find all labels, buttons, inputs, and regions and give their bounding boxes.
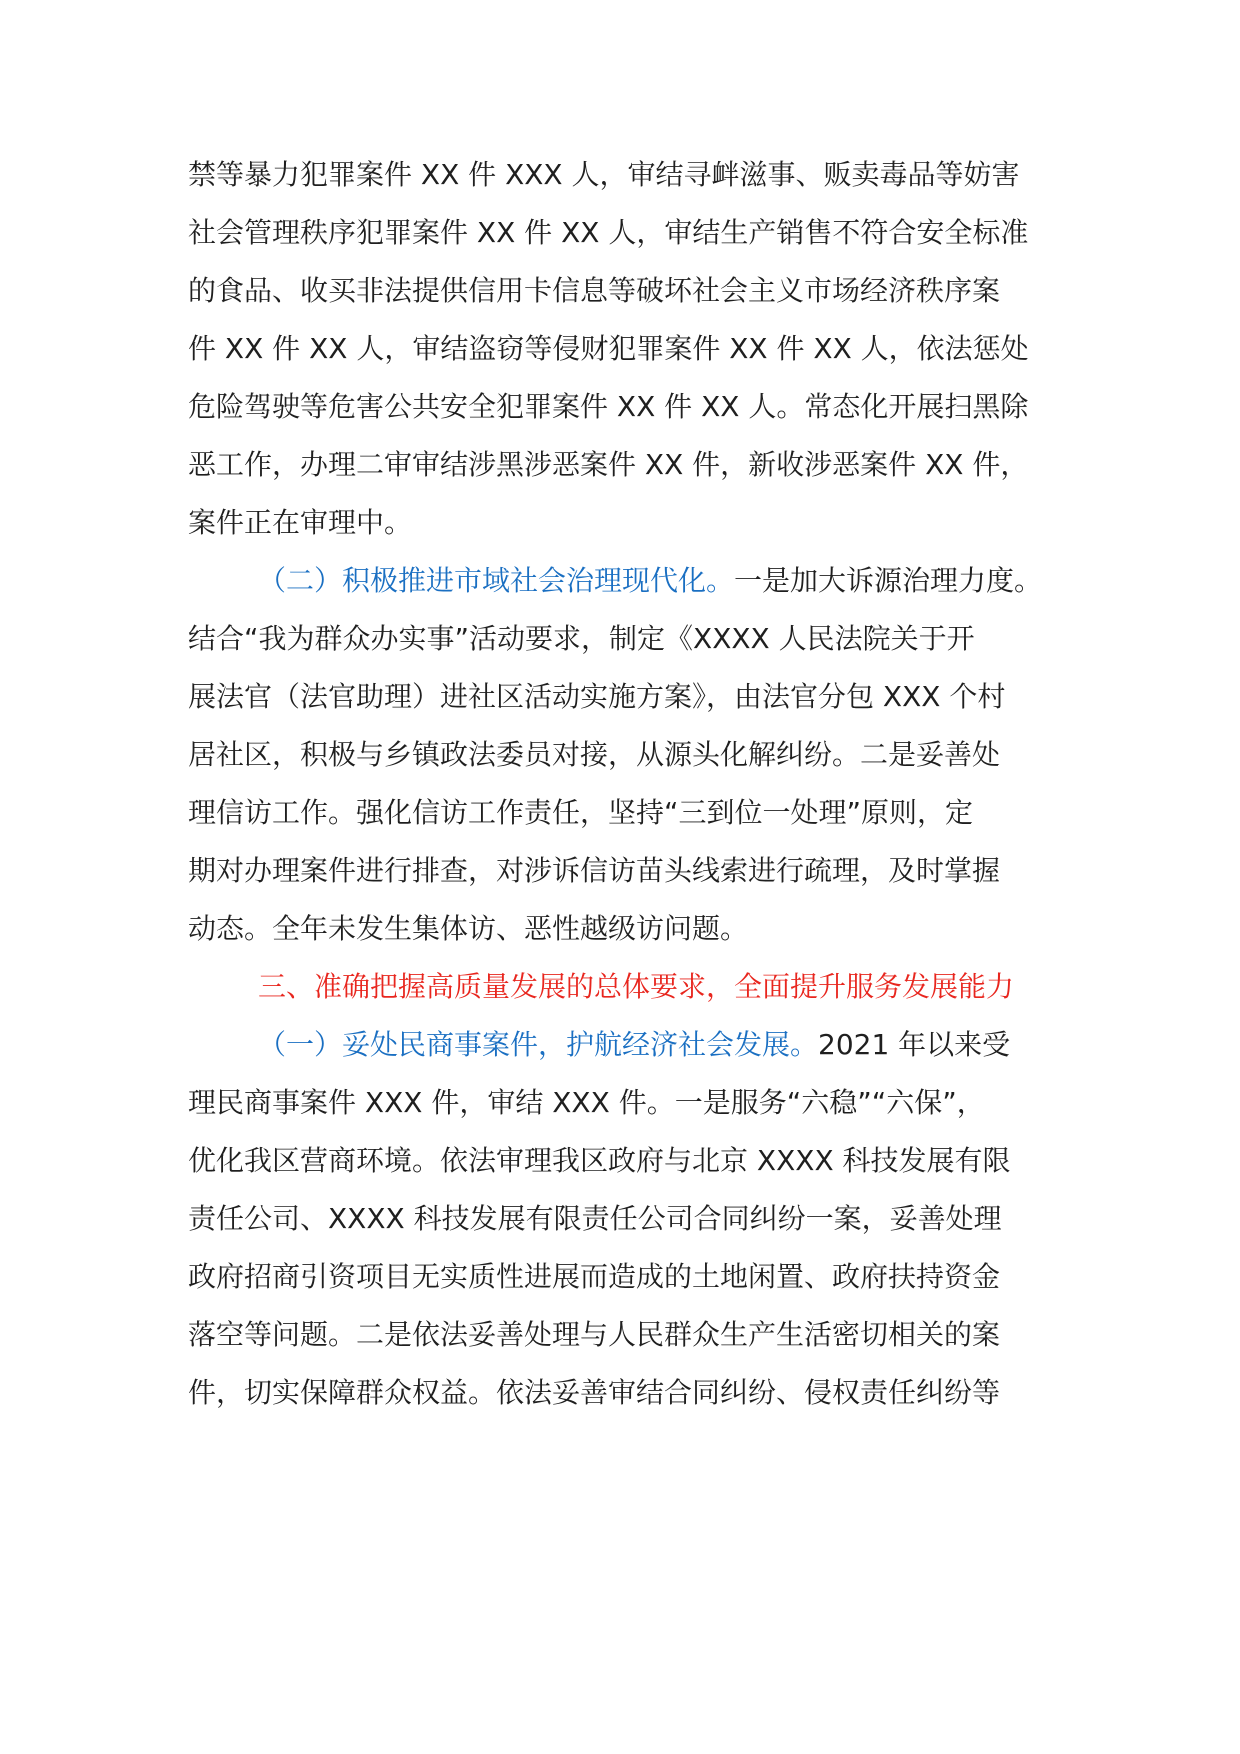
body-line: 责任公司、XXXX 科技发展有限责任公司合同纠纷一案，妥善处理 bbox=[188, 1202, 1002, 1235]
body-line: 理信访工作。强化信访工作责任，坚持“三到位一处理”原则，定 bbox=[188, 796, 974, 829]
body-line: 件，切实保障群众权益。依法妥善审结合同纠纷、侵权责任纠纷等 bbox=[188, 1376, 1001, 1409]
body-line: 的食品、收买非法提供信用卡信息等破坏社会主义市场经济秩序案 bbox=[188, 274, 1001, 307]
body-line: 社会管理秩序犯罪案件 XX 件 XX 人，审结生产销售不符合安全标准 bbox=[188, 216, 1029, 249]
body-line: 结合“我为群众办实事”活动要求，制定《XXXX 人民法院关于开 bbox=[188, 622, 975, 655]
body-line: 动态。全年未发生集体访、恶性越级访问题。 bbox=[188, 912, 749, 945]
subsection-heading: （二）积极推进市域社会治理现代化。 bbox=[258, 564, 735, 597]
body-line: 危险驾驶等危害公共安全犯罪案件 XX 件 XX 人。常态化开展扫黑除 bbox=[188, 390, 1029, 423]
heading-continuation: 一是加大诉源治理力度。 bbox=[734, 564, 1043, 597]
body-line: 期对办理案件进行排查，对涉诉信访苗头线索进行疏理，及时掌握 bbox=[188, 854, 1001, 887]
body-line: 理民商事案件 XXX 件，审结 XXX 件。一是服务“六稳”“六保”， bbox=[188, 1086, 985, 1119]
body-line: 恶工作，办理二审审结涉黑涉恶案件 XX 件，新收涉恶案件 XX 件， bbox=[188, 448, 1029, 481]
body-line: 政府招商引资项目无实质性进展而造成的土地闲置、政府扶持资金 bbox=[188, 1260, 1001, 1293]
subsection-heading: （一）妥处民商事案件，护航经济社会发展。 bbox=[258, 1028, 819, 1061]
body-line: 展法官（法官助理）进社区活动实施方案》，由法官分包 XXX 个村 bbox=[188, 680, 1006, 713]
section-heading-line bbox=[258, 1020, 1138, 1070]
body-line: 优化我区营商环境。依法审理我区政府与北京 XXXX 科技发展有限 bbox=[188, 1144, 1011, 1177]
heading-continuation: 2021 年以来受 bbox=[818, 1028, 1011, 1061]
section-heading-line bbox=[258, 556, 1138, 606]
body-line: 案件正在审理中。 bbox=[188, 506, 413, 539]
section-heading: 三、准确把握高质量发展的总体要求，全面提升服务发展能力 bbox=[258, 970, 1015, 1003]
body-line: 落空等问题。二是依法妥善处理与人民群众生产生活密切相关的案 bbox=[188, 1318, 1001, 1351]
body-line: 件 XX 件 XX 人，审结盗窃等侵财犯罪案件 XX 件 XX 人，依法惩处 bbox=[188, 332, 1029, 365]
body-line: 禁等暴力犯罪案件 XX 件 XXX 人，审结寻衅滋事、贩卖毒品等妨害 bbox=[188, 158, 1020, 191]
body-line: 居社区，积极与乡镇政法委员对接，从源头化解纠纷。二是妥善处 bbox=[188, 738, 1001, 771]
